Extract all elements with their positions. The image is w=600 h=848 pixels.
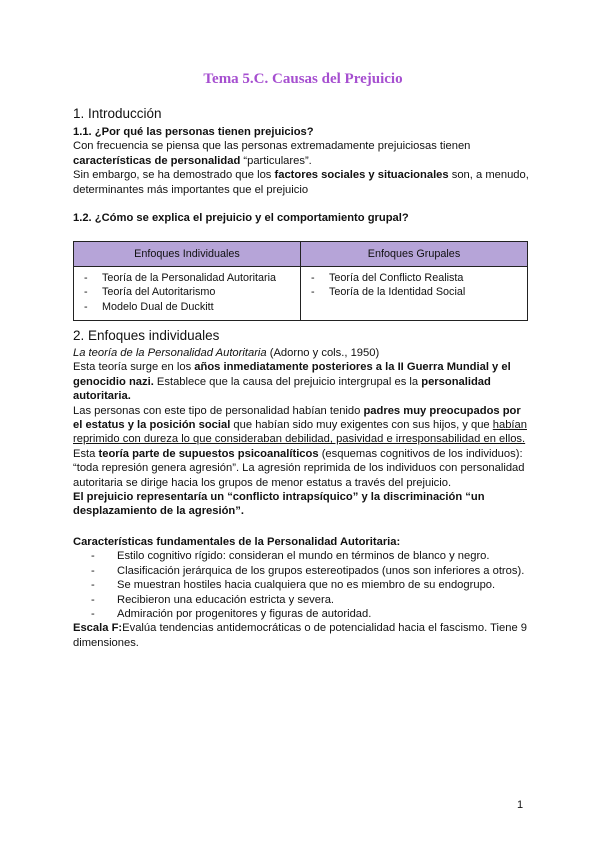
theory-citation: La teoría de la Personalidad Autoritaria (Adorno y cols., 1950) — [73, 347, 380, 359]
characteristics-list — [73, 549, 533, 621]
list-item: - Admiración por progenitores y figuras de autoridad. — [73, 607, 533, 621]
subheading-1-2: 1.2. ¿Cómo se explica el prejuicio y el comportamiento grupal? — [73, 212, 409, 224]
section-1-body — [73, 125, 533, 197]
list-item: - Teoría del Autoritarismo — [82, 285, 292, 299]
table-cell-individual — [74, 267, 301, 321]
list-item: - Teoría del Conflicto Realista — [309, 271, 519, 285]
section-2-body — [73, 346, 533, 519]
scale-f-paragraph: Escala F:Evalúa tendencias antidemocráticas o de potencialidad hacia el fascismo. Tiene 9 dimensiones. — [73, 622, 527, 649]
theory-paragraph-3: Esta teoría parte de supuestos psicoanalíticos (esquemas cognitivos de los individuos): “toda represión genera agresión”. La agresión reprimida de los individuos con personalidad autoritaria se dirige hacia los grupos de menor estatus a través del prejuicio. — [73, 447, 525, 489]
intro-paragraph-2: Sin embargo, se ha demostrado que los factores sociales y situacionales son, a menudo, determinantes más importantes que el prejuicio — [73, 169, 529, 196]
table-row — [74, 267, 528, 321]
list-item: - Recibieron una educación estricta y severa. — [73, 593, 533, 607]
characteristics-block — [73, 535, 533, 650]
list-item: - Clasificación jerárquica de los grupos estereotipados (unos son inferiores a otros). — [73, 564, 533, 578]
section-2-heading: 2. Enfoques individuales — [73, 328, 220, 343]
table-cell-group — [301, 267, 528, 321]
table-header-row — [74, 242, 528, 267]
intro-paragraph-1: Con frecuencia se piensa que las personas extremadamente prejuiciosas tienen características de personalidad “particulares”. — [73, 140, 471, 167]
section-1-heading: 1. Introducción — [73, 106, 162, 121]
list-item: - Se muestran hostiles hacia cualquiera que no es miembro de su endogrupo. — [73, 578, 533, 592]
table-header-group: Enfoques Grupales — [301, 242, 528, 267]
theory-paragraph-2: Las personas con este tipo de personalidad habían tenido padres muy preocupados por el estatus y la posición social que habían sido muy exigentes con sus hijos, y que habían reprimido con dureza lo que consideraban debilidad, pasividad e irresponsabilidad en ellos. — [73, 404, 527, 446]
document-title: Tema 5.C. Causas del Prejuicio — [203, 71, 403, 87]
characteristics-heading: Características fundamentales de la Personalidad Autoritaria: — [73, 536, 401, 548]
list-item: - Teoría de la Personalidad Autoritaria — [82, 271, 292, 285]
list-item: - Estilo cognitivo rígido: consideran el mundo en términos de blanco y negro. — [73, 549, 533, 563]
approaches-table — [73, 241, 528, 321]
theory-paragraph-1: Esta teoría surge en los años inmediatamente posteriores a la II Guerra Mundial y el genocidio nazi. Establece que la causa del prejuicio intergrupal es la personalidad autoritaria. — [73, 361, 511, 403]
subheading-1-1: 1.1. ¿Por qué las personas tienen prejuicios? — [73, 126, 314, 138]
page-number: 1 — [517, 799, 524, 811]
table-header-individual: Enfoques Individuales — [74, 242, 301, 267]
list-item: - Modelo Dual de Duckitt — [82, 300, 292, 314]
theory-paragraph-4: El prejuicio representaría un “conflicto intrapsíquico” y la discriminación “un desplazamiento de la agresión”. — [73, 491, 485, 518]
list-item: - Teoría de la Identidad Social — [309, 285, 519, 299]
